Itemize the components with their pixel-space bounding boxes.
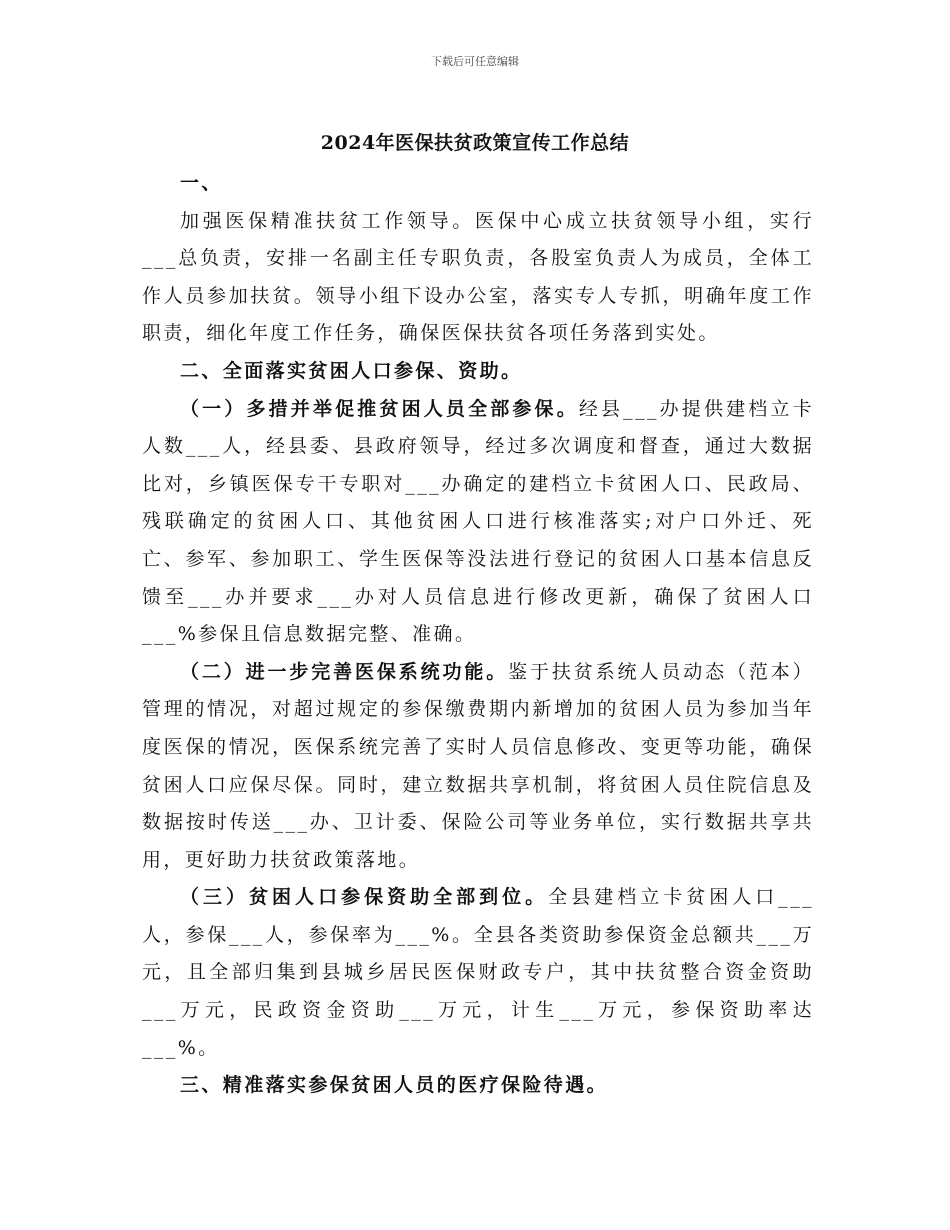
section-2-2-paragraph — [142, 654, 814, 880]
section-1-paragraph: 加强医保精准扶贫工作领导。医保中心成立扶贫领导小组，实行___总负责，安排一名副主任专职负责，各股室负责人为成员，全体工作人员参加扶贫。领导小组下设办公室，落实专人专抓，明确年度工作职责，细化年度工作任务，确保医保扶贫各项任务落到实处。 — [142, 209, 814, 345]
section-1-heading: 一、 — [180, 172, 223, 194]
section-2-heading: 二、全面落实贫困人口参保、资助。 — [180, 359, 523, 382]
section-2-1-lead: （一）多措并举促推贫困人员全部参保。 — [180, 397, 579, 420]
page-header: 下载后可任意编辑 — [431, 55, 519, 68]
document-body — [142, 165, 814, 1105]
section-2-2-lead: （二）进一步完善医保系统功能。 — [180, 660, 509, 683]
section-2-2-text: 鉴于扶贫系统人员动态（范本）管理的情况，对超过规定的参保缴费期内新增加的贫困人员为参加当年度医保的情况，医保系统完善了实时人员信息修改、变更等功能，确保贫困人口应保尽保。同时，建立数据共享机制，将贫困人员住院信息及数据按时传送___办、卫计委、保险公司等业务单位，实行数据共享共用，更好助力扶贫政策落地。 — [142, 660, 814, 871]
document-title: 2024年医保扶贫政策宣传工作总结 — [320, 132, 630, 154]
section-2-1-text: 经县___办提供建档立卡人数___人，经县委、县政府领导，经过多次调度和督查，通过大数据比对，乡镇医保专干专职对___办确定的建档立卡贫困人口、民政局、残联确定的贫困人口、其他贫困人口进行核准落实;对户口外迁、死亡、参军、参加职工、学生医保等没法进行登记的贫困人口基本信息反馈至___办并要求___办对人员信息进行修改更新，确保了贫困人口___%参保且信息数据完整、准确。 — [142, 397, 814, 646]
section-3-heading: 三、精准落实参保贫困人员的医疗保险待遇。 — [180, 1074, 609, 1097]
section-2-3-paragraph — [142, 879, 814, 1067]
section-2-3-lead: （三）贫困人口参保资助全部到位。 — [180, 886, 549, 909]
section-2-1-paragraph — [142, 391, 814, 654]
section-2-3-text: 全县建档立卡贫困人口___人，参保___人，参保率为___%。全县各类资助参保资金总额共___万元，且全部归集到县城乡居民医保财政专户，其中扶贫整合资金资助___万元，民政资金资助___万元，计生___万元，参保资助率达___%。 — [142, 886, 814, 1059]
